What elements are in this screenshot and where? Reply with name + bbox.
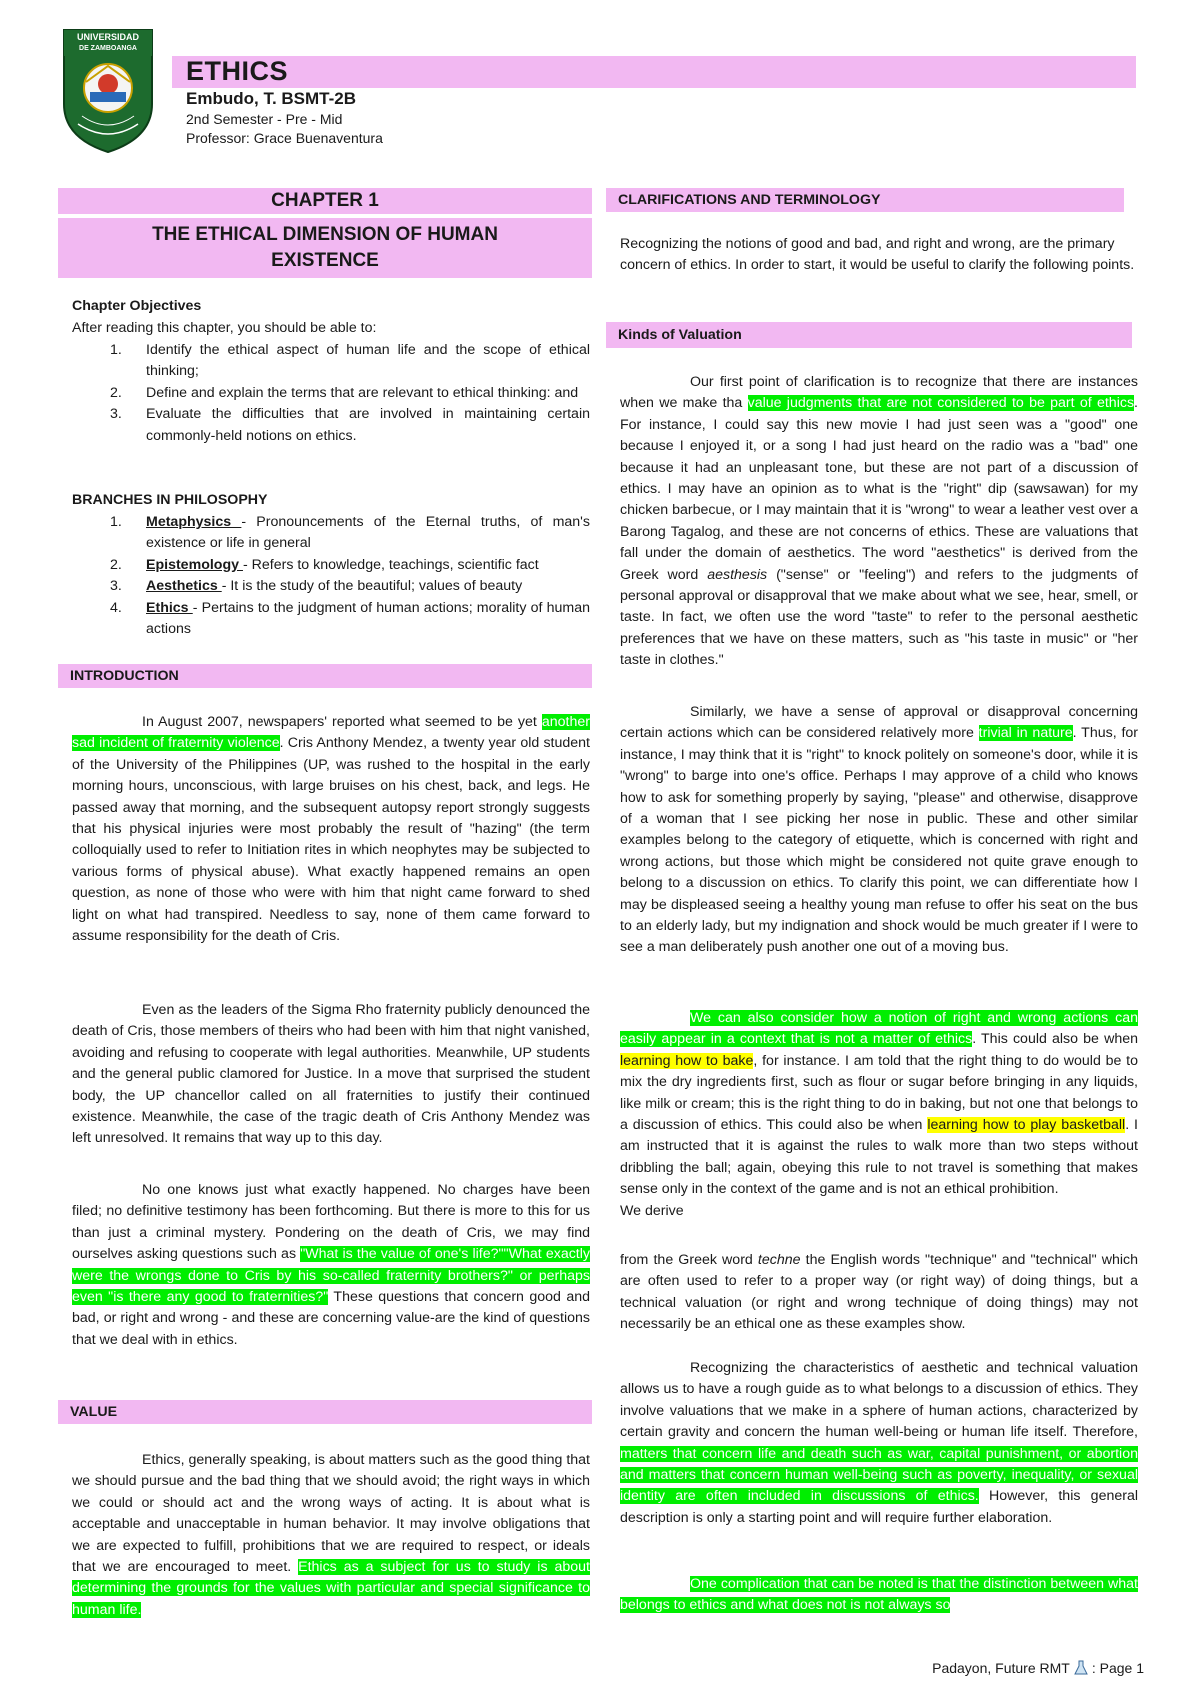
highlight: value judgments that are not considered to be part of ethics bbox=[747, 395, 1135, 412]
footer-text: Padayon, Future RMT bbox=[932, 1660, 1070, 1676]
highlight: We can also consider how a notion of right and wrong actions can easily appear in a context that is not a matter of ethics bbox=[620, 1010, 1138, 1048]
kinds-paragraph-3: We can also consider how a notion of right and wrong actions can easily appear in a context that is not a matter of ethics. This could also be when learning how to bake, for instance. I am told that the right thing to do would be to mix the dry ingredients first, such as flour or sugar before bringing in any liquids, like milk or cream; this is the right thing to do in baking, but not one that belongs to a discussion of ethics. This could also be when learning how to play basketball. I am instructed that it is against the rules to walk more than two steps without dribbling the ball; again, obeying this rule to not travel is something that makes sense only in the context of the game and is not an ethical prohibition. We derive bbox=[620, 1010, 1138, 1219]
objective-item: 3. Evaluate the difficulties that are involved in maintaining certain commonly-held notions on ethics. bbox=[110, 406, 590, 444]
branch-item: 1. Metaphysics - Pronouncements of the Eternal truths, of man's existence or life in general bbox=[110, 514, 590, 552]
objectives-heading: Chapter Objectives bbox=[72, 298, 202, 314]
introduction-heading-band bbox=[58, 664, 592, 688]
chapter-title: THE ETHICAL DIMENSION OF HUMAN EXISTENCE bbox=[152, 224, 498, 271]
highlight-yellow: learning how to bake bbox=[620, 1052, 754, 1069]
page-footer bbox=[932, 1660, 1144, 1676]
document-title: ETHICS bbox=[186, 56, 289, 86]
kinds-of-valuation-heading: Kinds of Valuation bbox=[618, 327, 742, 343]
clarifications-heading: CLARIFICATIONS AND TERMINOLOGY bbox=[618, 192, 881, 208]
value-heading: VALUE bbox=[70, 1404, 118, 1420]
introduction-heading: INTRODUCTION bbox=[70, 668, 179, 684]
page-number: : Page 1 bbox=[1091, 1660, 1144, 1676]
kinds-paragraph-2: Similarly, we have a sense of approval or disapproval concerning certain actions which can be considered relatively more trivial in nature. Thus, for instance, I may think that it is "right" to knock politely on someone's door, while it is "wrong" to barge into one's office. Perhaps I may approve of a child who knows how to ask for something properly by saying, "please" and otherwise, disapprove of a woman that I see picking her nose in public. These and other similar examples belong to the category of etiquette, which is concerned with right and wrong actions, but those which might be considered not quite grave enough to belong to a discussion on ethics. To clarify this point, we can differentiate how I may be displeased seeing a healthy young man refuse to offer his seat on the bus to an elderly lady, but my indignation and shock would be much greater if I were to see a man deliberately push another one out of a moving bus. bbox=[620, 704, 1138, 956]
objectives-list bbox=[72, 340, 590, 447]
intro-paragraph-1: In August 2007, newspapers' reported what seemed to be yet another sad incident of fraternity violence. Cris Anthony Mendez, a twenty year old student of the University of the Philippines (UP, was rushed to the hospital in the early morning hours, unconscious, with large bruises on his chest, back, and legs. He passed away that morning, and the subsequent autopsy report strongly suggests that his physical injuries were most probably the result of "hazing" (the term colloquially used to refer to Initiation rites in which neophytes may be subjected to various forms of physical abuse). What exactly happened remains an open question, as none of those who were with him that night came forward to shed light on what had transpired. Needless to say, none of them came forward to assume responsibility for the death of Cris. bbox=[72, 714, 590, 945]
chapter-number-band bbox=[58, 188, 592, 214]
university-seal-logo bbox=[60, 26, 156, 156]
branches-heading: BRANCHES IN PHILOSOPHY bbox=[72, 492, 268, 508]
branches-list bbox=[72, 512, 590, 640]
highlight: One complication that can be noted is that the distinction between what belongs to ethics and what does not is not always so bbox=[620, 1576, 1138, 1614]
clarifications-heading-band bbox=[606, 188, 1124, 212]
highlight: "What is the value of one's life?""What exactly were the wrongs done to Cris by his so-called fraternity brothers?" or perhaps even "is there any good to fraternities?" bbox=[72, 1246, 590, 1306]
highlight: trivial in nature bbox=[978, 725, 1073, 742]
branch-item: 4. Ethics - Pertains to the judgment of human actions; morality of human actions bbox=[110, 599, 590, 638]
logo-text-sub: DE ZAMBOANGA bbox=[79, 45, 137, 52]
student-name: Embudo, T. BSMT-2B bbox=[186, 89, 356, 108]
highlight: another sad incident of fraternity violence bbox=[72, 714, 590, 752]
branch-item: 2. Epistemology - Refers to knowledge, teachings, scientific fact bbox=[110, 556, 539, 573]
objective-item: 2. Define and explain the terms that are relevant to ethical thinking: and bbox=[110, 384, 579, 401]
kinds-of-valuation-heading-band bbox=[606, 322, 1132, 348]
branch-item: 3. Aesthetics - It is the study of the beautiful; values of beauty bbox=[110, 578, 523, 595]
intro-paragraph-2: Even as the leaders of the Sigma Rho fraternity publicly denounced the death of Cris, those members of theirs who had been with him that night vanished, avoiding and refusing to cooperate with legal authorities. Meanwhile, UP students and the general public clamored for Justice. In a move that surprised the student body, the UP chancellor called on all fraternities to justify their continued existence. Meanwhile, the case of the tragic death of Cris Anthony Mendez was left unresolved. It remains that way up to this day. bbox=[72, 1002, 590, 1147]
kinds-paragraph-6 bbox=[620, 1574, 1138, 1617]
logo-text-top: UNIVERSIDAD bbox=[76, 32, 140, 42]
objective-item: 1. Identify the ethical aspect of human life and the scope of ethical thinking; bbox=[110, 342, 590, 380]
chapter-number: CHAPTER 1 bbox=[271, 190, 379, 211]
professor-line: Professor: Grace Buenaventura bbox=[186, 130, 383, 146]
intro-paragraph-3: No one knows just what exactly happened. No charges have been filed; no definitive testimony has been forthcoming. But there is more to this for us than just a criminal mystery. Pondering on the death of Cris, we may find ourselves asking questions such as "What is the value of one's life?""What exactly were the wrongs done to Cris by his so-called fraternity brothers?" or perhaps even "is there any good to fraternities?" These questions that concern good and bad, or right and wrong - and these are concerning value-are the kind of questions that we deal with in ethics. bbox=[72, 1182, 590, 1348]
title-highlight-bar bbox=[172, 56, 1136, 88]
objectives-intro: After reading this chapter, you should be able to: bbox=[72, 320, 377, 336]
kinds-paragraph-5: Recognizing the characteristics of aesthetic and technical valuation allows us to have a rough guide as to what belongs to a discussion of ethics. They involve valuations that we make in a sphere of human actions, characterized by certain gravity and concern the human well-being or human life itself. Therefore, matters that concern life and death such as war, capital punishment, or abortion and matters that concern human well-being such as poverty, inequality, or sexual identity are often included in discussions of ethics. However, this general description is only a starting point and will require further elaboration. bbox=[620, 1360, 1139, 1526]
clarifications-paragraph: Recognizing the notions of good and bad, and right and wrong, are the primary concern of ethics. In order to start, it would be useful to clarify the following points. bbox=[620, 236, 1135, 274]
microscope-icon bbox=[1074, 1660, 1088, 1676]
kinds-paragraph-4: from the Greek word techne the English words "technique" and "technical" which are often used to refer to a proper way (or right way) of doing things, but a technical valuation (or right and wrong technique of doing things) may not necessarily be an ethical one as these examples show. bbox=[620, 1252, 1138, 1333]
highlight: matters that concern life and death such as war, capital punishment, or abortion and matters that concern human well-being such as poverty, inequality, or sexual identity are often included in discussions of ethics. bbox=[620, 1445, 1138, 1505]
highlight-yellow: learning how to play basketball bbox=[927, 1117, 1126, 1134]
semester-line: 2nd Semester - Pre - Mid bbox=[186, 111, 343, 127]
chapter-title-band bbox=[58, 218, 592, 278]
kinds-paragraph-1: Our first point of clarification is to recognize that there are instances when we make tha value judgments that are not considered to be part of ethics. For instance, I could say this new movie I had just seen was a "good" one because I enjoyed it, or a song I had just heard on the radio was a "bad" one because it had an unpleasant tone, but these are not part of a discussion of ethics. I may have an opinion as to what is the "right" dip (sawsawan) for my chicken barbecue, or I may maintain that it is "wrong" to wear a leather vest over a Barong Tagalog, and these are not concerns of ethics. These are valuations that fall under the domain of aesthetics. The word "aesthetics" is derived from the Greek word aesthesis ("sense" or "feeling") and refers to the judgments of personal approval or disapproval that we make about what we see, hear, smell, or taste. In fact, we often use the word "taste" to refer to the personal aesthetic preferences that we have on these matters, such as "his taste in music" or "her taste in clothes." bbox=[620, 374, 1138, 669]
highlight: Ethics as a subject for us to study is about determining the grounds for the values with particular and special significance to human life. bbox=[72, 1559, 590, 1618]
value-heading-band bbox=[58, 1400, 592, 1424]
value-paragraph-1: Ethics, generally speaking, is about matters such as the good thing that we should pursue and the bad thing that we should avoid; the right ways in which we could or should act and the wrong ways of acting. It is about what is acceptable and unacceptable in human behavior. It may involve obligations that we are expected to fulfill, prohibitions that we are required to respect, or ideals that we are encouraged to meet. Ethics as a subject for us to study is about determining the grounds for the values with particular and special significance to human life. bbox=[72, 1452, 590, 1618]
